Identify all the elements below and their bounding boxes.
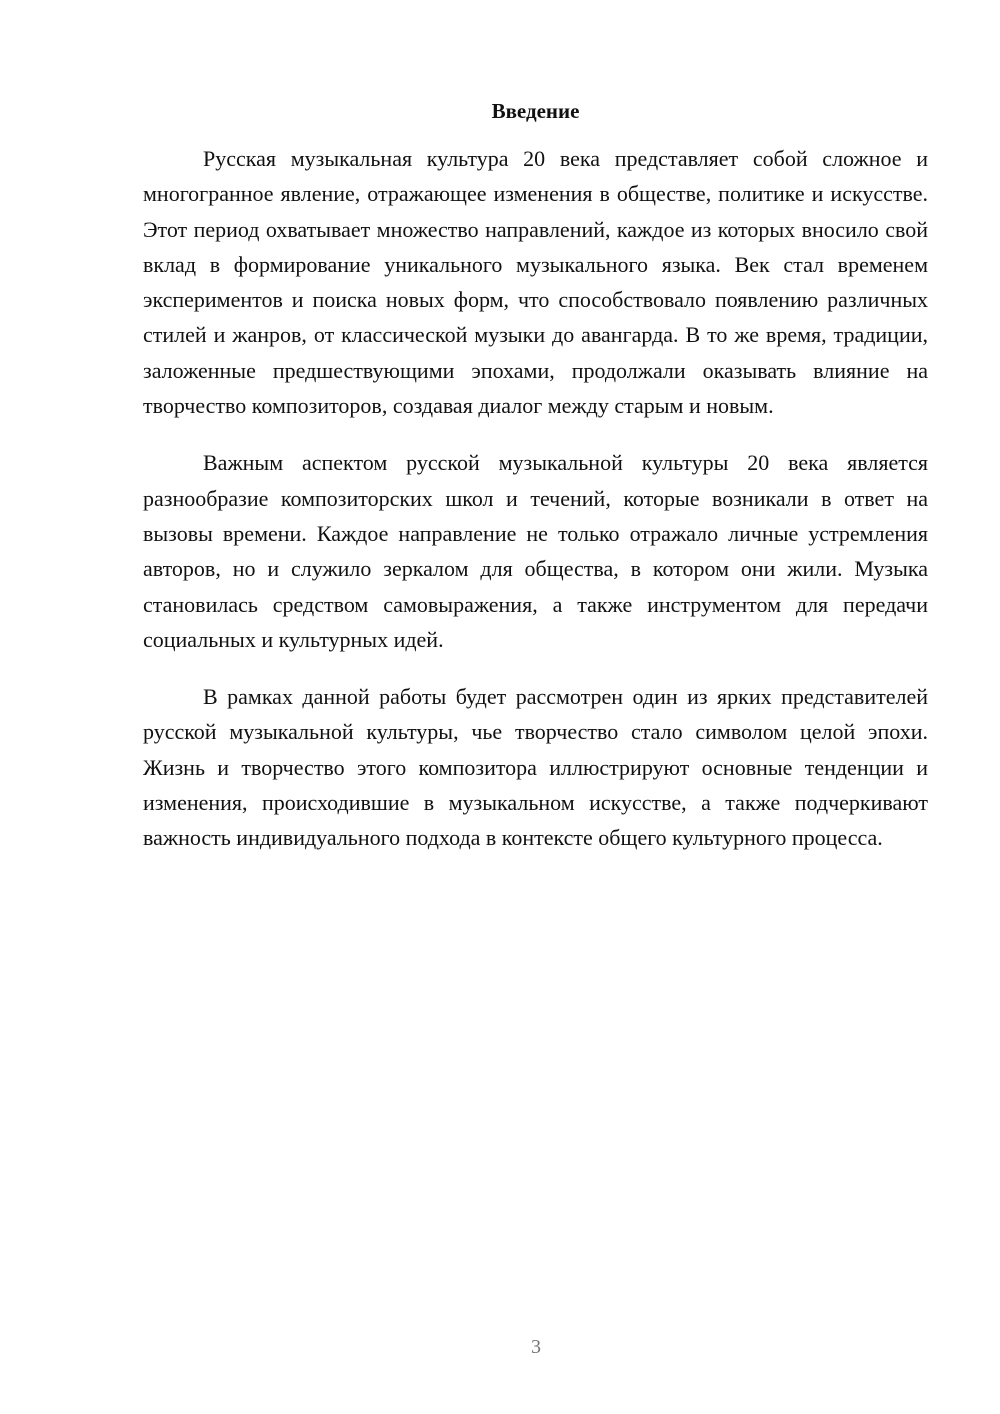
body-text — [143, 141, 928, 878]
section-heading: Введение — [491, 99, 580, 123]
paragraph-1: Русская музыкальная культура 20 века представляет собой сложное и многогранное явление, отражающее изменения в обществе, политике и искусстве. Этот период охватывает множество направлений, каждое из которых вносило свой вклад в формирование уникального музыкального языка. Век стал временем экспериментов и поиска новых форм, что способствовало появлению различных стилей и жанров, от классической музыки до авангарда. В то же время, традиции, заложенные предшествующими эпохами, продолжали оказывать влияние на творчество композиторов, создавая диалог между старым и новым. — [143, 146, 928, 419]
paragraph-3: В рамках данной работы будет рассмотрен один из ярких представителей русской музыкальной культуры, чье творчество стало символом целой эпохи. Жизнь и творчество этого композитора иллюстрируют основные тенденции и изменения, происходившие в музыкальном искусстве, а также подчеркивают важность индивидуального подхода в контексте общего культурного процесса. — [143, 684, 928, 851]
page-number: 3 — [531, 1336, 541, 1358]
paragraph-2: Важным аспектом русской музыкальной культуры 20 века является разнообразие композиторских школ и течений, которые возникали в ответ на вызовы времени. Каждое направление не только отражало личные устремления авторов, но и служило зеркалом для общества, в котором они жили. Музыка становилась средством самовыражения, а также инструментом для передачи социальных и культурных идей. — [143, 450, 928, 652]
